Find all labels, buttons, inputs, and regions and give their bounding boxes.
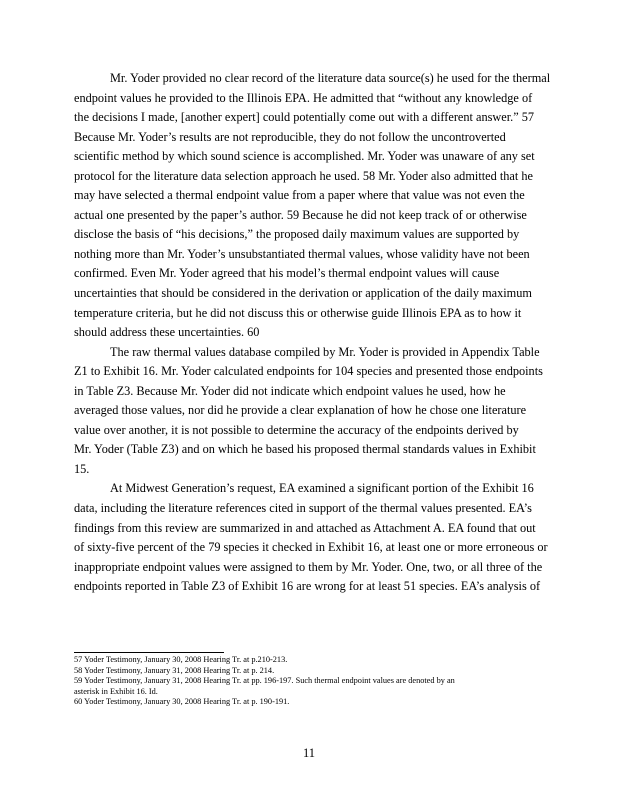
text-line: disclose the basis of “his decisions,” the proposed daily maximum values are supported by: [74, 227, 520, 242]
footnotes: [74, 655, 596, 708]
paragraph-3: [74, 479, 596, 596]
page-number: 11: [302, 746, 316, 760]
footnote: 57 Yoder Testimony, January 30, 2008 Hearing Tr. at p.210-213.: [74, 655, 288, 664]
text-line: data, including the literature references cited in support of the thermal values presented. EA’s: [74, 501, 532, 516]
text-line: inappropriate endpoint values were assigned to them by Mr. Yoder. One, two, or all three of the: [74, 559, 543, 574]
text-line: findings from this review are summarized in and attached as Attachment A. EA found that out: [74, 520, 536, 535]
footnote-separator: [74, 652, 224, 653]
text-line: uncertainties that should be considered in the derivation or application of the daily maximum: [74, 286, 532, 301]
footnote: 59 Yoder Testimony, January 31, 2008 Hearing Tr. at pp. 196-197. Such thermal endpoint values are denoted by an: [74, 676, 455, 686]
paragraph-2: [74, 343, 596, 480]
text-line: Because Mr. Yoder’s results are not reproducible, they do not follow the uncontroverted: [74, 129, 506, 144]
text-line: should address these uncertainties. 60: [74, 325, 260, 340]
text-line: Mr. Yoder provided no clear record of the literature data source(s) he used for the thermal: [110, 71, 551, 85]
text-line: 15.: [74, 461, 90, 476]
text-line: endpoints reported in Table Z3 of Exhibit 16 are wrong for at least 51 species. EA’s analysis of: [74, 579, 541, 594]
text-line: of sixty-five percent of the 79 species it checked in Exhibit 16, at least one or more erroneous or: [74, 540, 548, 555]
footnote: 60 Yoder Testimony, January 30, 2008 Hearing Tr. at p. 190-191.: [74, 697, 290, 707]
footnote: 58 Yoder Testimony, January 31, 2008 Hearing Tr. at p. 214.: [74, 665, 275, 675]
text-line: scientific method by which sound science is accomplished. Mr. Yoder was unaware of any set: [74, 149, 535, 164]
text-line: protocol for the literature data selection approach he used. 58 Mr. Yoder also admitted that he: [74, 168, 533, 183]
text-line: averaged those values, nor did he provide a clear explanation of how he chose one literature: [74, 403, 527, 418]
text-line: actual one presented by the paper’s author. 59 Because he did not keep track of or otherwise: [74, 207, 527, 222]
text-line: may have selected a thermal endpoint value from a paper where that value was not even the: [74, 188, 525, 203]
text-line: confirmed. Even Mr. Yoder agreed that his model’s thermal endpoint values will cause: [74, 266, 500, 281]
text-line: nothing more than Mr. Yoder’s unsubstantiated thermal values, whose validity have not been: [74, 246, 530, 261]
text-line: the decisions I made, [another expert] could potentially come out with a different answer.” 57: [74, 110, 535, 125]
text-line: in Table Z3. Because Mr. Yoder did not indicate which endpoint values he used, how he: [74, 383, 506, 398]
body-text: [74, 69, 596, 597]
paragraph-1: [74, 69, 596, 343]
text-line: At Midwest Generation’s request, EA examined a significant portion of the Exhibit 16: [110, 481, 534, 496]
text-line: value over another, it is not possible to determine the accuracy of the endpoints derived by: [74, 422, 519, 437]
text-line: endpoint values he provided to the Illinois EPA. He admitted that “without any knowledge of: [74, 90, 533, 105]
text-line: temperature criteria, but he did not discuss this or otherwise guide Illinois EPA as to how it: [74, 305, 522, 320]
footnote: asterisk in Exhibit 16. Id.: [74, 686, 158, 696]
text-line: The raw thermal values database compiled by Mr. Yoder is provided in Appendix Table: [110, 344, 540, 359]
text-line: Mr. Yoder (Table Z3) and on which he based his proposed thermal standards values in Exhibit: [74, 442, 536, 457]
text-line: Z1 to Exhibit 16. Mr. Yoder calculated endpoints for 104 species and presented those endpoints: [74, 364, 543, 379]
